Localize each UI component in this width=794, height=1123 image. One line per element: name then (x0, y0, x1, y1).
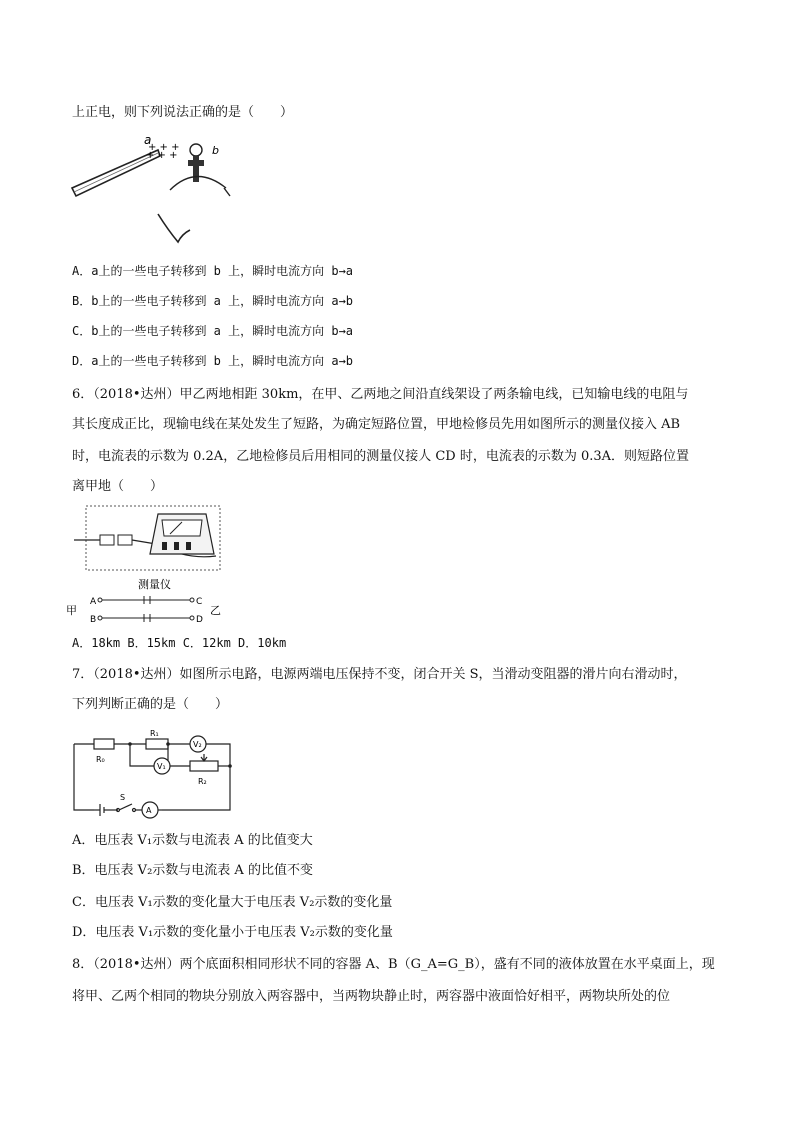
label-S: S (120, 793, 126, 802)
q5-option-a: A．a上的一些电子转移到 b 上，瞬时电流方向 b→a (72, 264, 354, 278)
label-B: B (90, 615, 97, 625)
q7-option-c: C．电压表 V₁示数的变化量大于电压表 V₂示数的变化量 (72, 895, 393, 910)
q7-line-2: 下列判断正确的是（ ） (72, 697, 229, 712)
q8-line-1: 8．（2018•达州）两个底面积相同形状不同的容器 A、B（G_A=G_B），盛有不同的液体放置在水平桌面上，现 (72, 957, 715, 972)
q5-stem: 上正电，则下列说法正确的是（ ） (72, 105, 294, 120)
q7-option-b: B．电压表 V₂示数与电流表 A 的比值不变 (72, 863, 313, 878)
label-C: C (196, 597, 203, 607)
q6-line-1: 6．（2018•达州）甲乙两地相距 30km，在甲、乙两地之间沿直线架设了两条输电线，已知输电线的电阻与 (72, 387, 689, 402)
resistor-R0 (94, 739, 114, 749)
metal-ball (190, 144, 202, 156)
electroscope-leaves (158, 214, 190, 242)
label-jia: 甲 (66, 604, 77, 617)
q6-line-4: 离甲地（ ） (72, 479, 164, 494)
q5-option-c: C．b上的一些电子转移到 a 上，瞬时电流方向 b→a (72, 324, 354, 338)
q5-option-b: B．b上的一些电子转移到 a 上，瞬时电流方向 a→b (72, 294, 354, 308)
label-V1: V₁ (157, 762, 166, 771)
switch-S (119, 804, 132, 810)
label-b: b (212, 144, 219, 157)
q6-options: A．18km B．15km C．12km D．10km (72, 636, 287, 650)
transmission-wires (102, 600, 190, 618)
q7-option-d: D．电压表 V₁示数的变化量小于电压表 V₂示数的变化量 (72, 925, 393, 940)
circuit-figure (66, 724, 246, 824)
label-A: A (146, 806, 152, 815)
q6-line-2: 其长度成正比，现输电线在某处发生了短路，为确定短路位置，甲地检修员先用如图所示的测量仪接入 AB (72, 417, 681, 432)
label-V2: V₂ (193, 740, 202, 749)
resistor-R1 (146, 739, 168, 749)
q5-option-d: D．a上的一些电子转移到 b 上，瞬时电流方向 a→b (72, 354, 354, 368)
q7-line-1: 7．（2018•达州）如图所示电路，电源两端电压保持不变，闭合开关 S，当滑动变阻器的滑片向右滑动时， (72, 667, 687, 682)
label-R1: R₁ (150, 729, 159, 738)
q8-line-2: 将甲、乙两个相同的物块分别放入两容器中，当两物块静止时，两容器中液面恰好相平，两物块所处的位 (72, 989, 671, 1004)
q7-option-a: A．电压表 V₁示数与电流表 A 的比值变大 (72, 833, 313, 848)
rheostat-R2 (190, 761, 218, 771)
plus-signs: + + + (148, 142, 180, 153)
label-yi: 乙 (210, 604, 221, 617)
electroscope-figure (66, 130, 246, 250)
q6-line-3: 时，电流表的示数为 0.2A，乙地检修员后用相同的测量仪接人 CD 时，电流表的示数为 0.3A．则短路位置 (72, 449, 690, 464)
label-A: A (90, 597, 97, 607)
instrument-caption: 测量仪 (138, 578, 171, 591)
label-R2: R₂ (198, 777, 207, 786)
label-R0: R₀ (96, 755, 105, 764)
label-D: D (196, 615, 203, 625)
label-a: a (144, 133, 152, 147)
measuring-instrument-figure (66, 504, 226, 628)
svg-text:+ + +: + + + (146, 150, 178, 161)
